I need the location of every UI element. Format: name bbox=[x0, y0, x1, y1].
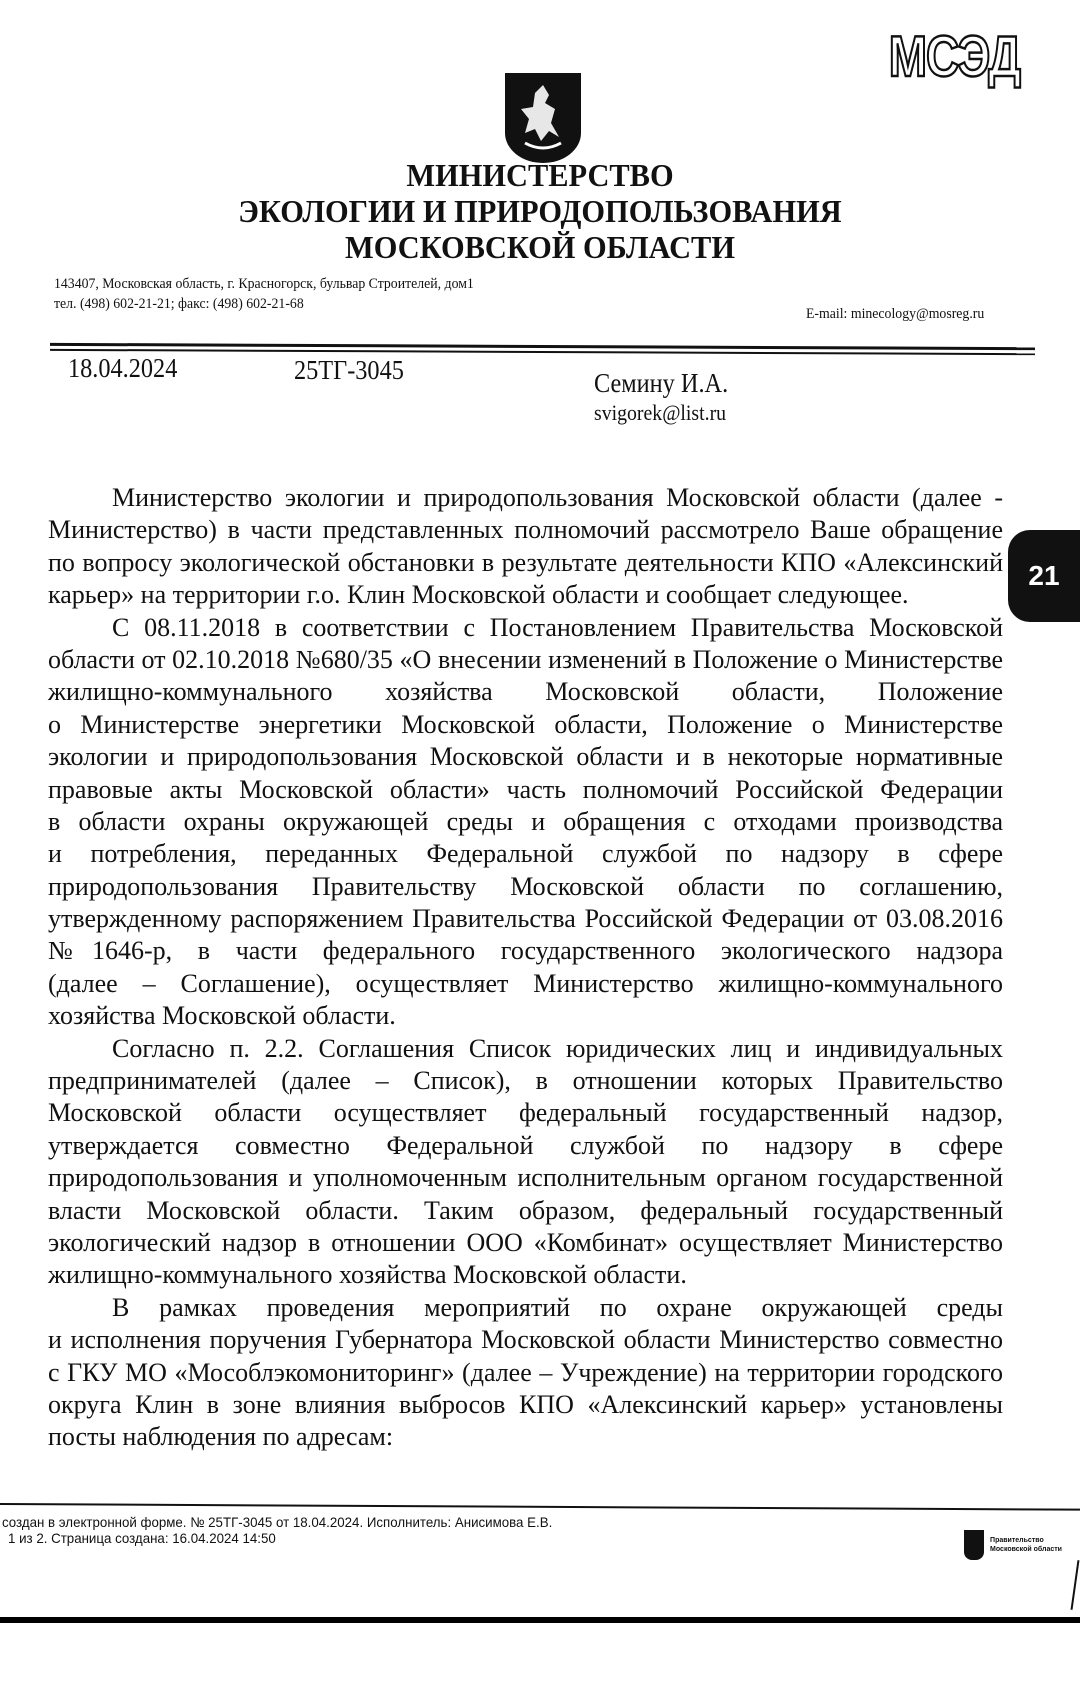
body-line: С 08.11.2018 в соответствии с Постановлением Правительства Московской bbox=[112, 612, 1003, 642]
msed-stamp: МСЭД bbox=[888, 23, 1020, 89]
document-number: 25ТГ-3045 bbox=[294, 355, 404, 385]
body-line: Московской области осуществляет федеральный государственный надзор, bbox=[48, 1098, 1003, 1128]
body-line: природопользования и уполномоченным исполнительным органом государственной bbox=[48, 1163, 1003, 1193]
body-line: утвержденному распоряжением Правительства Российской Федерации от 03.08.2016 bbox=[48, 904, 1003, 934]
footer-divider bbox=[0, 1503, 1080, 1511]
body-line: утверждается совместно Федеральной службой по надзору в сфере bbox=[48, 1130, 1003, 1160]
header-divider-thin bbox=[50, 349, 1035, 355]
body-line: посты наблюдения по адресам: bbox=[48, 1422, 394, 1452]
body-line: и потребления, переданных Федеральной службой по надзору в сфере bbox=[48, 839, 1003, 869]
recipient-name: Семину И.А. bbox=[594, 368, 729, 398]
recipient-email[interactable]: svigorek@list.ru bbox=[594, 400, 727, 425]
gov-logo-line-1: Правительство bbox=[990, 1537, 1044, 1544]
body-line: (далее – Соглашение), осуществляет Министерство жилищно-коммунального bbox=[48, 968, 1003, 998]
body-line: округа Клин в зоне влияния выбросов КПО «Алексинский карьер» установлены bbox=[48, 1389, 1003, 1419]
body-line: природопользования Правительству Московской области по соглашению, bbox=[48, 871, 1003, 901]
body-line: по вопросу экологической обстановки в результате деятельности КПО «Алексинский bbox=[48, 547, 1003, 577]
body-line: жилищно-коммунального хозяйства Московской области, Положение bbox=[48, 677, 1003, 707]
body-line: жилищно-коммунального хозяйства Московской области. bbox=[48, 1260, 687, 1290]
body-line: хозяйства Московской области. bbox=[48, 1001, 396, 1031]
body-line: и исполнения поручения Губернатора Московской области Министерство совместно bbox=[48, 1325, 1003, 1355]
body-line: области от 02.10.2018 №680/35 «О внесении изменений в Положение о Министерстве bbox=[48, 644, 1003, 674]
page-badge: 21 bbox=[1008, 530, 1080, 622]
gov-crest-icon bbox=[964, 1530, 984, 1560]
org-address: 143407, Московская область, г. Красногорск, бульвар Строителей, дом1 bbox=[54, 276, 474, 292]
org-name-line-2: ЭКОЛОГИИ И ПРИРОДОПОЛЬЗОВАНИЯ bbox=[238, 193, 842, 229]
body-line: Министерство) в части представленных полномочий рассмотрело Ваше обращение bbox=[48, 515, 1003, 545]
body-line: Министерство экологии и природопользования Московской области (далее - bbox=[112, 483, 1003, 512]
footer-creation-info: создан в электронной форме. № 25ТГ-3045 от 18.04.2024. Исполнитель: Анисимова Е.В. bbox=[2, 1514, 553, 1530]
pen-mark bbox=[1071, 1560, 1080, 1610]
body-line: с ГКУ МО «Мособлэкомониторинг» (далее – Учреждение) на территории городского bbox=[48, 1357, 1003, 1387]
body-line: в области охраны окружающей среды и обращения с отходами производства bbox=[48, 806, 1003, 836]
org-phone: тел. (498) 602-21-21; факс: (498) 602-21-68 bbox=[54, 296, 304, 312]
body-line: предпринимателей (далее – Список), в отношении которых Правительство bbox=[48, 1066, 1003, 1096]
footer-page-info: 1 из 2. Страница создана: 16.04.2024 14:50 bbox=[8, 1530, 276, 1546]
body-line: экологии и природопользования Московской области и в некоторые нормативные bbox=[48, 742, 1003, 772]
body-line: о Министерстве энергетики Московской области, Положение о Министерстве bbox=[48, 709, 1003, 739]
org-email[interactable]: E-mail: minecology@mosreg.ru bbox=[806, 306, 985, 322]
body-line: карьер» на территории г.о. Клин Московской области и сообщает следующее. bbox=[48, 580, 909, 610]
document-date: 18.04.2024 bbox=[68, 353, 178, 383]
org-name-line-1: МИНИСТЕРСТВО bbox=[406, 157, 674, 193]
letter-body bbox=[48, 482, 1003, 1454]
body-line: №1646-р, в части федерального государственного экологического надзора bbox=[48, 936, 1003, 966]
page-edge bbox=[0, 1617, 1080, 1623]
gov-logo bbox=[964, 1530, 1062, 1560]
body-line: власти Московской области. Таким образом, федеральный государственный bbox=[48, 1195, 1003, 1225]
body-line: Согласно п. 2.2. Соглашения Список юридических лиц и индивидуальных bbox=[112, 1033, 1003, 1063]
org-name-line-3: МОСКОВСКОЙ ОБЛАСТИ bbox=[345, 229, 735, 265]
body-line: правовые акты Московской области» часть полномочий Российской Федерации bbox=[48, 774, 1003, 804]
body-line: экологический надзор в отношении ООО «Комбинат» осуществляет Министерство bbox=[48, 1227, 1003, 1257]
body-line: В рамках проведения мероприятий по охране окружающей среды bbox=[112, 1292, 1003, 1322]
coat-of-arms-icon bbox=[505, 73, 581, 163]
gov-logo-line-2: Московской области bbox=[990, 1546, 1062, 1553]
